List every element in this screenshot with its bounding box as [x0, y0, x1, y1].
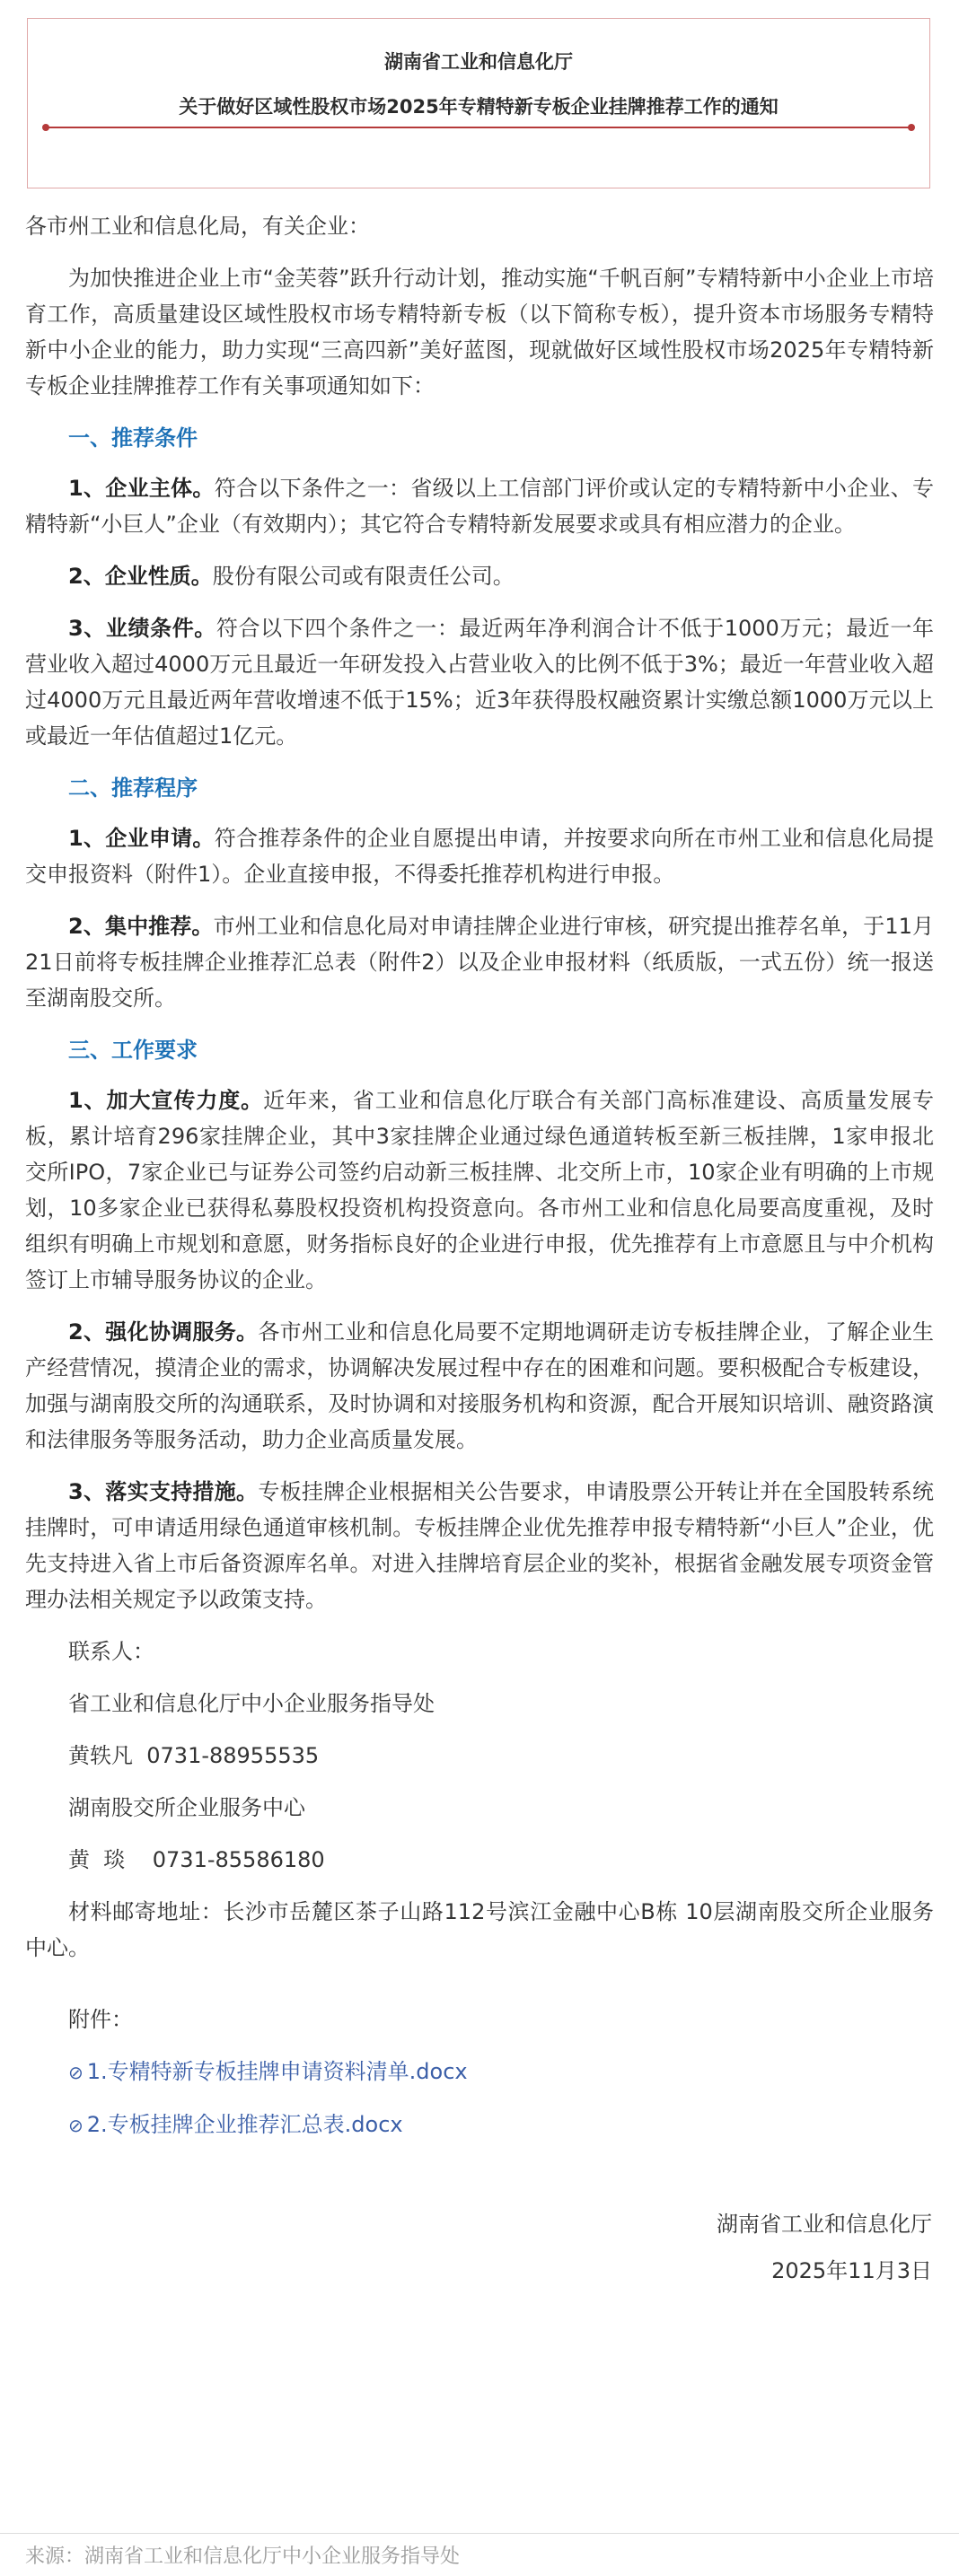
signature-date: 2025年11月3日 — [771, 2258, 932, 2283]
contact-person: 黄轶凡 0731-88955535 — [68, 1743, 320, 1768]
issuer-title: 湖南省工业和信息化厅 — [384, 51, 573, 73]
item-text: 符合以下条件之一：省级以上工信部门评价或认定的专精特新中小企业、专精特新“小巨人”企业（有效期内）；其它符合专精特新发展要求或具有相应潜力的企业。 — [25, 476, 935, 537]
attachments-label: 附件： — [68, 2007, 133, 2032]
item-lead: 3、落实支持措施。 — [68, 1479, 259, 1504]
contact-person: 黄 琰 0731-85586180 — [68, 1847, 325, 1872]
notice-title: 关于做好区域性股权市场2025年专精特新专板企业挂牌推荐工作的通知 — [179, 96, 779, 118]
item-text: 各市州工业和信息化局要不定期地调研走访专板挂牌企业，了解企业生产经营情况，摸清企业的需求，协调解决发展过程中存在的困难和问题。要积极配合专板建设，加强与湖南股交所的沟通联系，及时协调和对接服务机构和资源，配合开展知识培训、融资路演和法律服务等服务活动，助力企业高质量发展。 — [25, 1319, 935, 1452]
contacts-label: 联系人： — [68, 1639, 154, 1664]
condition-item — [25, 610, 934, 754]
requirement-item — [25, 1082, 934, 1298]
red-divider — [46, 127, 911, 128]
section-heading-conditions: 一、推荐条件 — [68, 425, 198, 451]
item-text: 符合以下四个条件之一：最近两年净利润合计不低于1000万元；最近一年营业收入超过4000万元且最近一年研发投入占营业收入的比例不低于3%；最近一年营业收入超过4000万元且最近两年营收增速不低于15%；近3年获得股权融资累计实缴总额1000万元以上或最近一年估值超过1亿元。 — [25, 616, 934, 749]
source-footer — [0, 2533, 959, 2576]
salutation: 各市州工业和信息化局，有关企业： — [25, 214, 370, 239]
contact-org: 省工业和信息化厅中小企业服务指导处 — [68, 1691, 435, 1716]
attachment-link[interactable] — [25, 2107, 934, 2143]
item-text: 股份有限公司或有限责任公司。 — [212, 564, 515, 589]
condition-item — [25, 558, 934, 594]
item-lead: 1、加大宣传力度。 — [68, 1088, 264, 1113]
source-text: 来源：湖南省工业和信息化厅中小企业服务指导处 — [25, 2545, 461, 2568]
signature-org: 湖南省工业和信息化厅 — [717, 2212, 932, 2237]
section-heading-procedure: 二、推荐程序 — [68, 775, 198, 801]
contact-org: 湖南股交所企业服务中心 — [68, 1795, 305, 1820]
mailing-address: 材料邮寄地址：长沙市岳麓区茶子山路112号滨江金融中心B栋 10层湖南股交所企业服务中心。 — [25, 1899, 934, 1960]
attachment-filename: 1.专精特新专板挂牌申请资料清单.docx — [86, 2059, 468, 2084]
condition-item — [25, 470, 934, 542]
item-text: 市州工业和信息化局对申请挂牌企业进行审核，研究提出推荐名单，于11月21日前将专板挂牌企业推荐汇总表（附件2）以及企业申报材料（纸质版，一式五份）统一报送至湖南股交所。 — [25, 914, 934, 1011]
paperclip-icon: ⊘ — [68, 2115, 84, 2136]
section-heading-requirements: 三、工作要求 — [68, 1038, 198, 1063]
procedure-item — [25, 908, 934, 1016]
attachment-link[interactable] — [25, 2054, 934, 2090]
document-header — [27, 18, 930, 188]
intro-paragraph: 为加快推进企业上市“金芙蓉”跃升行动计划，推动实施“千帆百舸”专精特新中小企业上市培育工作，高质量建设区域性股权市场专精特新专板（以下简称专板），提升资本市场服务专精特新中小企业的能力，助力实现“三高四新”美好蓝图，现就做好区域性股权市场2025年专精特新专板企业挂牌推荐工作有关事项通知如下： — [25, 266, 934, 399]
requirement-item — [25, 1314, 934, 1458]
notice-body — [25, 208, 934, 2289]
paperclip-icon: ⊘ — [68, 2062, 84, 2083]
attachment-filename: 2.专板挂牌企业推荐汇总表.docx — [86, 2112, 403, 2137]
item-lead: 2、企业性质。 — [68, 564, 213, 589]
requirement-item — [25, 1474, 934, 1617]
item-text: 专板挂牌企业根据相关公告要求，申请股票公开转让并在全国股转系统挂牌时，可申请适用绿色通道审核机制。专板挂牌企业优先推荐申报专精特新“小巨人”企业，优先支持进入省上市后备资源库名单。对进入挂牌培育层企业的奖补，根据省金融发展专项资金管理办法相关规定予以政策支持。 — [25, 1479, 935, 1612]
item-lead: 3、业绩条件。 — [68, 616, 216, 641]
item-lead: 1、企业申请。 — [68, 826, 215, 851]
item-lead: 2、强化协调服务。 — [68, 1319, 259, 1345]
procedure-item — [25, 820, 934, 892]
item-text: 符合推荐条件的企业自愿提出申请，并按要求向所在市州工业和信息化局提交申报资料（附件1）。企业直接申报，不得委托推荐机构进行申报。 — [25, 826, 935, 887]
rule-dot-right — [908, 124, 915, 131]
item-text: 近年来，省工业和信息化厅联合有关部门高标准建设、高质量发展专板，累计培育296家挂牌企业，其中3家挂牌企业通过绿色通道转板至新三板挂牌，1家申报北交所IPO，7家企业已与证券公司签约启动新三板挂牌、北交所上市，10家企业有明确的上市规划，10多家企业已获得私募股权投资机构投资意向。各市州工业和信息化局要高度重视，及时组织有明确上市规划和意愿，财务指标良好的企业进行申报，优先推荐有上市意愿且与中介机构签订上市辅导服务协议的企业。 — [25, 1088, 934, 1292]
item-lead: 1、企业主体。 — [68, 476, 215, 501]
item-lead: 2、集中推荐。 — [68, 914, 214, 939]
